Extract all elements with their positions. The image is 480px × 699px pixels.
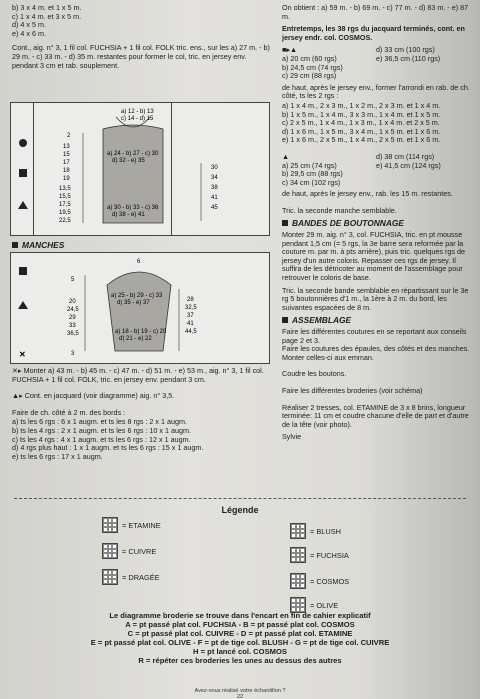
faire-line: e) ts les 6 rgs : 17 x 1 augm. bbox=[12, 451, 103, 461]
manches-title: MANCHES bbox=[22, 240, 65, 250]
footer bbox=[0, 688, 480, 699]
legend-item: = ETAMINE bbox=[102, 517, 161, 533]
right-num: 41 bbox=[187, 321, 194, 327]
legend-line: A = pt passé plat col. FUCHSIA - B = pt passé plat col. COSMOS bbox=[125, 620, 355, 629]
on-obtient: On obtient : a) 59 m. - b) 69 m. - c) 77 m. - d) 83 m. - e) 87 m. bbox=[282, 3, 469, 21]
left-num: 33 bbox=[69, 323, 76, 329]
faire-line: a) ts les 6 rgs : 6 x 1 augm. et ts les 8 rgs : 2 x 1 augm. bbox=[12, 417, 187, 427]
right-num: 34 bbox=[211, 175, 218, 181]
footer-text: Avez-vous réalisé votre échantillon ? bbox=[194, 688, 286, 694]
legend-text bbox=[14, 611, 466, 665]
legend-title: Légende bbox=[221, 505, 259, 515]
triangle-arrow-icon: ▲▸ bbox=[12, 391, 25, 401]
left-num: 20 bbox=[69, 299, 76, 305]
entretemps: Entretemps, les 38 rgs du jacquard terminés, cont. en jersey endr. col. COSMOS. bbox=[282, 24, 465, 42]
body-diagram bbox=[10, 102, 270, 236]
square-bullet-icon bbox=[282, 317, 288, 323]
left-num: 29 bbox=[69, 315, 76, 321]
manches-heading-wrap bbox=[12, 238, 212, 253]
bandes-paragraph: Monter 29 m. aig. n° 3, col. FUCHSIA, tric. en pt mousse pendant 1,5 cm (= 5 rgs, la 3e barre sera reformée par la couture m. par m. à pts arrière), puis tric. quelques rgs de jersey d'un autre coloris. Repasser ces rgs de jersey. Il suffira de les détricoter au moment de l'assemblage pour retrouver le coloris de base. bbox=[282, 230, 465, 283]
coudre: Coudre les boutons. bbox=[282, 369, 347, 379]
broderies: Faire les différentes broderies (voir schéma) bbox=[282, 385, 423, 395]
grid-swatch-icon bbox=[102, 569, 118, 585]
assemblage-line: Faire les différentes coutures en se reportant aux conseils page 2 et 3. bbox=[282, 327, 467, 345]
de-haut-2: de haut, après le jersey env., rab. les 15 m. restantes. bbox=[282, 189, 453, 199]
left-num: 17 bbox=[63, 160, 70, 166]
meas-line: d) 38 cm (114 rgs) bbox=[376, 151, 435, 161]
grid-swatch-icon bbox=[290, 523, 306, 539]
mid-label-1: a) 25 - b) 29 - c) 33 bbox=[111, 293, 163, 299]
meas-line: b) 29,5 cm (88 rgs) bbox=[282, 169, 343, 179]
left-num: 24,5 bbox=[67, 307, 79, 313]
assemblage-line: Monter celles-ci aux emman. bbox=[282, 352, 374, 362]
left-num: 5 bbox=[71, 277, 75, 283]
top-lines bbox=[12, 4, 272, 38]
right-num: 44,5 bbox=[185, 329, 197, 335]
assemblage-line: Faire les coutures des épaules, des côtés et des manches. bbox=[282, 344, 470, 354]
meas-line: b) 24,5 cm (74 rgs) bbox=[282, 62, 343, 72]
legend-item: = DRAGÉE bbox=[102, 569, 160, 585]
meas-line: d) 33 cm (100 rgs) bbox=[376, 45, 435, 55]
bot-label-2: d) 21 - e) 22 bbox=[119, 336, 152, 342]
right-column bbox=[282, 4, 470, 446]
meas-line: c) 34 cm (102 rgs) bbox=[282, 177, 341, 187]
legend-item: = BLUSH bbox=[290, 523, 341, 539]
triangle-icon: ▲ bbox=[282, 151, 290, 161]
legend bbox=[14, 498, 466, 689]
de-haut-1: de haut, après le jersey env., former l'arrondi en rab. de ch. côté, ts les 2 rgs : bbox=[282, 82, 470, 101]
left-num: 36,5 bbox=[67, 331, 79, 337]
monter-paragraph: Monter a) 43 m. - b) 45 m. - c) 47 m. - d) 51 m. - e) 53 m., aig. n° 3, 1 fil col. FUCHSIA + 1 fil col. FOLK, tric. en jersey env. pendant 3 cm. bbox=[12, 366, 264, 384]
grid-swatch-icon bbox=[102, 517, 118, 533]
faire-line: d) 4 rgs plus haut : 1 x 1 augm. et ts les 6 rgs : 15 x 1 augm. bbox=[12, 443, 204, 453]
left-num: 19,5 bbox=[59, 210, 71, 216]
square-bullet-icon bbox=[12, 242, 18, 248]
left-num: 19 bbox=[63, 176, 70, 182]
rab-line: d) 1 x 6 m., 1 x 5 m., 3 x 4 m., 1 x 5 m. et 1 x 6 m. bbox=[282, 126, 441, 136]
top-line: d) 4 x 5 m. bbox=[12, 20, 46, 30]
left-num: 13 bbox=[63, 144, 70, 150]
mid-label-2: d) 32 - e) 35 bbox=[112, 158, 145, 164]
tric-second: Tric. la seconde manche semblable. bbox=[282, 205, 397, 215]
cross-marker-icon: ✕ bbox=[19, 350, 26, 359]
jacquard-paragraph: Cont. en jacquard (voir diagramme) aig. n° 3,5. bbox=[24, 391, 175, 401]
left-num: 2 bbox=[67, 133, 71, 139]
left-num: 18 bbox=[63, 168, 70, 174]
triangle-marker-icon bbox=[18, 201, 28, 209]
top-line: b) 3 x 4 m. et 1 x 5 m. bbox=[12, 3, 82, 12]
legend-line: E = pt passé plat col. OLIVE - F = pt de tige col. BLUSH - G = pt de tige col. CUIVRE bbox=[90, 638, 390, 647]
left-num: 17,5 bbox=[59, 202, 71, 208]
top-label-2: c) 14 - d) 15 bbox=[121, 116, 154, 122]
left-column bbox=[12, 4, 272, 74]
meas-line: e) 36,5 cm (110 rgs) bbox=[376, 53, 441, 63]
meas-line: a) 20 cm (60 rgs) bbox=[282, 53, 337, 63]
bot-label-1: a) 18 - b) 19 - c) 20 bbox=[115, 329, 167, 335]
realiser: Réaliser 2 tresses, col. ETAMINE de 3 x 8 brins, longueur terminée: 11 cm et coudre chacune d'elle de part et d'autre de la tête (voir photo). bbox=[282, 402, 469, 429]
left-num: 22,5 bbox=[59, 218, 71, 224]
left-num: 15,5 bbox=[59, 194, 71, 200]
rab-line: e) 1 x 6 m., 2 x 5 m., 1 x 4 m., 2 x 5 m. et 1 x 6 m. bbox=[282, 135, 441, 145]
right-num: 45 bbox=[211, 205, 218, 211]
left-bottom-text bbox=[12, 367, 270, 461]
right-num: 32,5 bbox=[185, 305, 197, 311]
legend-line: C = pt passé plat col. CUIVRE - D = pt passé plat col. ETAMINE bbox=[127, 629, 353, 638]
cross-arrow-icon: ✕▸ bbox=[12, 366, 24, 375]
legend-line: H = pt lancé col. COSMOS bbox=[193, 647, 287, 656]
left-num: 13,5 bbox=[59, 186, 71, 192]
grid-swatch-icon bbox=[290, 573, 306, 589]
meas-line: a) 25 cm (74 rgs) bbox=[282, 160, 337, 170]
sleeve-diagram bbox=[10, 252, 270, 364]
top-line: c) 1 x 4 m. et 3 x 5 m. bbox=[12, 11, 82, 21]
left-num: 3 bbox=[71, 351, 75, 357]
bandes-title: BANDES DE BOUTONNAGE bbox=[292, 218, 404, 229]
right-num: 37 bbox=[187, 313, 194, 319]
square-marker-icon bbox=[19, 169, 27, 177]
cont-paragraph: Cont., aig. n° 3, 1 fil col. FUCHSIA + 1 fil col. FOLK tric. ens., sur les a) 27 m. - b) 29 m. - c) 33 m. - d) 35 m. restantes pour former le col, tric. en jersey env. pendant 3 cm et rab. souplement. bbox=[12, 43, 270, 70]
grid-swatch-icon bbox=[102, 543, 118, 559]
bandes-paragraph-2: Tric. la seconde bande semblable en répartissant sur le 3e rg 5 boutonnières d'1 m., la 1ère à 2 m. du bord, les suivantes espacées de 8 m. bbox=[282, 285, 469, 312]
top-line: e) 4 x 6 m. bbox=[12, 28, 46, 38]
legend-line: Le diagramme broderie se trouve dans l'encart en fin de cahier explicatif bbox=[109, 611, 371, 620]
top-num: 6 bbox=[137, 259, 141, 265]
right-num: 30 bbox=[211, 165, 218, 171]
meas-line: c) 29 cm (88 rgs) bbox=[282, 71, 337, 81]
bot-label-2: d) 38 - e) 41 bbox=[112, 212, 145, 218]
rab-line: b) 1 x 5 m., 1 x 4 m., 3 x 3 m., 1 x 4 m. et 1 x 5 m. bbox=[282, 109, 441, 119]
legend-line: R = répéter ces broderies les unes au dessus des autres bbox=[138, 656, 342, 665]
measurements-1 bbox=[282, 46, 470, 80]
circle-marker-icon bbox=[19, 139, 27, 147]
measurements-2 bbox=[282, 153, 470, 187]
right-num: 41 bbox=[211, 195, 218, 201]
bot-label-1: a) 30 - b) 33 - c) 36 bbox=[107, 205, 159, 211]
mid-label-2: d) 35 - e) 37 bbox=[117, 300, 150, 306]
signature: Sylvie bbox=[282, 432, 302, 442]
mid-label-1: a) 24 - b) 27 - c) 30 bbox=[107, 151, 159, 157]
square-arrow-icon: ■▸▲ bbox=[282, 45, 298, 55]
body-diagram-svg bbox=[11, 103, 269, 235]
right-num: 38 bbox=[211, 185, 218, 191]
right-num: 28 bbox=[187, 297, 194, 303]
sleeve-diagram-svg bbox=[11, 253, 269, 363]
meas-line: e) 41,5 cm (124 rgs) bbox=[376, 160, 441, 170]
grid-swatch-icon bbox=[290, 547, 306, 563]
square-marker-icon bbox=[19, 267, 27, 275]
legend-item: = COSMOS bbox=[290, 573, 349, 589]
rab-line: a) 1 x 4 m., 2 x 3 m., 1 x 2 m., 2 x 3 m. et 1 x 4 m. bbox=[282, 100, 441, 110]
faire-line: c) ts les 4 rgs : 4 x 1 augm. et ts les 6 rgs : 12 x 1 augm. bbox=[12, 434, 191, 444]
legend-item: = OLIVE bbox=[290, 597, 338, 613]
faire-line: b) ts les 4 rgs : 2 x 1 augm. et ts les 6 rgs : 10 x 1 augm. bbox=[12, 425, 191, 435]
top-label-1: a) 12 - b) 13 bbox=[121, 109, 154, 115]
triangle-marker-icon bbox=[18, 301, 28, 309]
legend-item: = CUIVRE bbox=[102, 543, 156, 559]
faire-title: Faire de ch. côté à 2 m. des bords : bbox=[12, 407, 126, 417]
assemblage-title: ASSEMBLAGE bbox=[292, 315, 352, 326]
rab-line: c) 2 x 5 m., 1 x 4 m., 1 x 3 m., 1 x 4 m. et 2 x 5 m. bbox=[282, 118, 440, 128]
left-num: 15 bbox=[63, 152, 70, 158]
page-number: 22 bbox=[236, 694, 244, 699]
legend-item: = FUCHSIA bbox=[290, 547, 349, 563]
square-bullet-icon bbox=[282, 220, 288, 226]
